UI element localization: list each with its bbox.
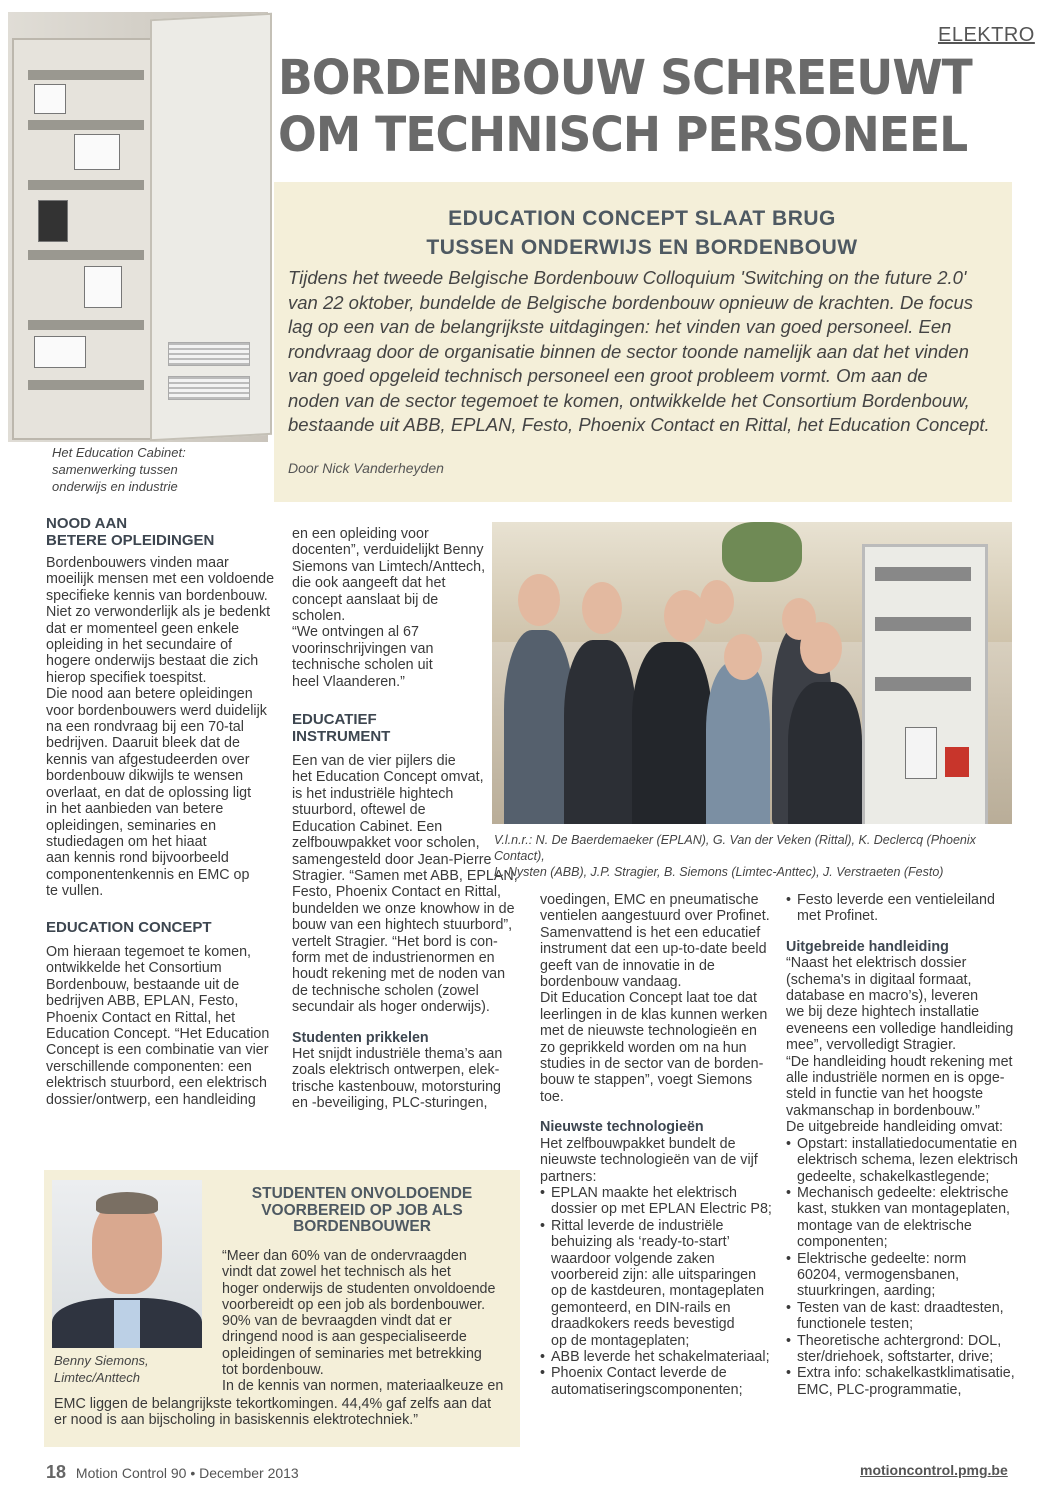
text-line: instrument dat een up-to-date beeld <box>540 941 767 958</box>
text-line: • Extra info: schakelkastklimatisatie, <box>797 1365 1015 1382</box>
text-line: Siemons van Limtech/Anttech, <box>292 558 486 575</box>
text-line: database en macro’s), leveren <box>786 988 979 1005</box>
paragraph <box>786 955 1018 1135</box>
text-line: overlaat, en dat de oplossing ligt <box>46 784 252 801</box>
text-line: bedrijven ABB, EPLAN, Festo, <box>46 993 239 1010</box>
person <box>632 642 712 824</box>
text-line: • Rittal leverde de industriële <box>551 1217 724 1234</box>
text-line: op de kastdeuren, montageplaten <box>551 1283 765 1300</box>
intro-line: van 22 oktober, bundelde de Belgische bordenbouw opnieuw de krachten. De focus <box>288 291 973 313</box>
text-line: vindt dat zowel het technisch als het <box>222 1264 451 1281</box>
text-line: partners: <box>540 1168 597 1185</box>
text-line: dossier/ontwerp, een handleiding <box>46 1091 256 1108</box>
text-line: Het zelfbouwpakket bundelt de <box>540 1135 736 1152</box>
cabinet-in-photo <box>862 544 988 824</box>
caption-line: V.l.n.r.: N. De Baerdemaeker (EPLAN), G. Van der Veken (Rittal), K. Declercq (Phoenix Contact), <box>494 833 976 863</box>
text-line: • Theoretische achtergrond: DOL, <box>797 1332 1002 1349</box>
din-rail <box>28 250 144 260</box>
intro-heading-line: EDUCATION CONCEPT SLAAT BRUG <box>448 207 836 230</box>
heading-line: STUDENTEN ONVOLDOENDE <box>251 1185 473 1202</box>
text-line: vakmanschap in bordenbouw.” <box>786 1102 980 1119</box>
text-line: samengesteld door Jean-Pierre <box>292 851 492 868</box>
text-line: Een van de vier pijlers die <box>292 753 456 770</box>
text-line: ster/driehoek, softstarter, drive; <box>797 1348 994 1365</box>
heading-line: BETERE OPLEIDINGEN <box>46 531 215 549</box>
caption-line: L. Nysten (ABB), J.P. Stragier, B. Siemons (Limtec-Anttec), J. Verstraeten (Festo) <box>494 865 944 879</box>
text-line: zelfbouwpakket voor scholen, <box>292 835 480 852</box>
din-rail <box>28 70 144 80</box>
intro-line: lag op een van de belangrijkste uitdagingen: het vinden van goed personeel. Een <box>288 316 952 337</box>
text-line: Niet zo verwonderlijk als je bedenkt <box>46 604 271 621</box>
component <box>84 266 122 308</box>
paragraph <box>292 526 522 690</box>
text-line: gedeelte, schakelkastlegende; <box>797 1168 990 1185</box>
text-line: • Phoenix Contact leverde de <box>551 1365 727 1382</box>
column-2 <box>292 526 522 1112</box>
person <box>564 640 636 824</box>
text-line: zoals elektrisch ontwerpen, elek- <box>292 1062 500 1079</box>
caption-line: Het Education Cabinet: <box>52 445 186 460</box>
text-line: bouw van een hightech stuurbord”, <box>292 917 513 934</box>
text-line: (schema's in digitaal formaat, <box>786 971 972 988</box>
text-line: er nood is aan bijscholing in basiskennis elektrotechniek.” <box>54 1412 418 1429</box>
text-line: • Testen van de kast: draadtesten, <box>797 1299 1004 1316</box>
heading-line: NOOD AAN <box>46 515 128 532</box>
text-line: “We ontvingen al 67 <box>292 624 419 641</box>
text-line: geeft van de innovatie in de <box>540 957 715 974</box>
list-item <box>797 1185 1018 1251</box>
text-line: met Profinet. <box>797 908 879 925</box>
text-line: elektrisch schema, lezen elektrisch <box>797 1152 1018 1169</box>
text-line: studies in de sector van de borden- <box>540 1056 764 1073</box>
text-line: “De handleiding houdt rekening met <box>786 1053 1013 1070</box>
text-line: “Meer dan 60% van de ondervraagden <box>222 1248 467 1264</box>
text-line: op de montageplaten; <box>551 1332 690 1349</box>
text-line: Education Concept. “Het Education <box>46 1026 270 1043</box>
paragraph <box>292 1046 522 1112</box>
text-line: dringend nood is aan gespecialiseerde <box>222 1329 467 1346</box>
portrait-caption <box>54 1352 204 1386</box>
text-line: en een opleiding voor <box>292 526 429 542</box>
subheading: Nieuwste technologieën <box>540 1119 704 1136</box>
article-title <box>278 50 1000 164</box>
caption-line: onderwijs en industrie <box>52 479 178 494</box>
text-line: waardoor volgende zaken <box>551 1250 715 1267</box>
text-line: alle industriële normen en is opge- <box>786 1070 1005 1087</box>
text-line: draadkokers reeds bevestigd <box>551 1316 735 1333</box>
din-rail <box>875 677 971 691</box>
text-line: vertelt Stragier. “Het bord is con- <box>292 933 498 950</box>
text-line: bordenbouw vandaag. <box>540 974 682 991</box>
intro-line: van goed opgeleid technisch personeel een groot probleem vormt. Om aan de <box>288 365 928 386</box>
din-rail <box>28 180 144 190</box>
cabinet-body <box>12 38 152 440</box>
page-number: 18 <box>46 1462 67 1482</box>
text-line: trische kastenbouw, motorsturing <box>292 1078 501 1095</box>
text-line: hierop specifiek toespitst. <box>46 669 207 686</box>
text-line: toe. <box>540 1088 564 1105</box>
text-line: opleidingen of seminaries met betrekking <box>222 1345 482 1362</box>
section-tag: ELEKTRO <box>938 24 1035 46</box>
text-line: voor bordenbouwers werd duidelijk <box>46 702 267 719</box>
text-line: opleiding in het secundaire of <box>46 637 232 654</box>
text-line: 90% van de bevraagden vindt dat er <box>222 1313 452 1330</box>
text-line: Het snijdt industriële thema’s aan <box>292 1045 503 1062</box>
text-line: tot bordenbouw. <box>222 1362 324 1379</box>
text-line: houdt rekening met de noden van <box>292 966 506 983</box>
text-line: Festo, Phoenix Contact en Rittal, <box>292 884 502 901</box>
din-rail <box>875 617 971 631</box>
component <box>945 747 969 777</box>
portrait-hair <box>96 1192 158 1214</box>
text-line: Om hieraan tegemoet te komen, <box>46 944 252 961</box>
text-line: In de kennis van normen, materiaalkeuze en <box>222 1378 504 1395</box>
text-line: kennis van afgestudeerden over <box>46 751 250 768</box>
text-line: eveneens een volledige handleiding <box>786 1020 1014 1037</box>
portrait-photo <box>52 1180 202 1348</box>
heading-line: VOORBEREID OP JOB ALS <box>261 1201 463 1219</box>
text-line: bedrijven. Daaruit bleek dat de <box>46 735 240 752</box>
text-line: studiedagen om het hiaat <box>46 833 207 850</box>
text-line: steld in functie van het hoogste <box>786 1086 984 1103</box>
group-photo-caption <box>494 832 1014 880</box>
list-item <box>797 1365 1018 1398</box>
text-line: scholen. <box>292 608 346 625</box>
subheading: Studenten prikkelen <box>292 1029 429 1046</box>
intro-line: bestaande uit ABB, EPLAN, Festo, Phoenix Contact en Rittal, het Education Concept. <box>288 414 990 435</box>
text-line: voedingen, EMC en pneumatische <box>540 892 759 908</box>
text-line: secundair als hoger onderwijs). <box>292 999 490 1016</box>
list-item <box>797 1300 1018 1333</box>
text-line: bouw te stappen”, voegt Siemons <box>540 1072 753 1089</box>
text-line: componenten; <box>797 1234 888 1251</box>
heading-line: INSTRUMENT <box>292 727 391 745</box>
quote-text <box>222 1248 512 1395</box>
text-line: te vullen. <box>46 883 104 900</box>
text-line: docenten”, verduidelijkt Benny <box>292 542 484 559</box>
text-line: • Opstart: installatiedocumentatie en <box>797 1135 1018 1152</box>
text-line: technische scholen uit <box>292 657 433 674</box>
caption-line: samenwerking tussen <box>52 462 178 477</box>
website-link[interactable]: motioncontrol.pmg.be <box>860 1462 1008 1478</box>
person-head <box>700 580 734 624</box>
list-item <box>551 1349 776 1365</box>
byline: Door Nick Vanderheyden <box>288 460 444 476</box>
text-line: elektrisch stuurbord, een elektrisch <box>46 1075 267 1092</box>
text-line: dossier op met EPLAN Electric P8; <box>551 1201 772 1218</box>
cabinet-caption <box>52 444 272 495</box>
paragraph <box>540 1136 776 1185</box>
heading-line: BORDENBOUWER <box>293 1218 431 1235</box>
text-line: Stragier. “Samen met ABB, EPLAN, <box>292 867 518 884</box>
list-item <box>797 1333 1018 1366</box>
text-line: Dit Education Concept laat toe dat <box>540 990 757 1007</box>
text-line: mee”, vervolledigt Stragier. <box>786 1037 957 1054</box>
text-line: • Elektrische gedeelte: norm <box>797 1250 967 1267</box>
text-line: concept aanslaat bij de <box>292 591 439 608</box>
text-line: aan kennis rond bijvoorbeeld <box>46 850 229 867</box>
text-line: Education Cabinet. Een <box>292 818 443 835</box>
text-line: functionele testen; <box>797 1316 914 1333</box>
list-item <box>551 1185 776 1218</box>
text-line: die ook aangeeft dat het <box>292 575 446 592</box>
component <box>905 727 937 779</box>
component <box>74 134 120 170</box>
text-line: dat er momenteel geen enkele <box>46 620 240 637</box>
text-line: • ABB leverde het schakelmateriaal; <box>551 1348 770 1365</box>
foliage <box>722 522 802 582</box>
section-heading <box>46 516 276 549</box>
paragraph <box>46 555 276 900</box>
cabinet-photo <box>8 12 268 442</box>
column-3 <box>540 892 776 1398</box>
text-line: heel Vlaanderen.” <box>292 673 405 690</box>
text-line: Phoenix Contact en Rittal, het <box>46 1009 236 1026</box>
text-line: opleidingen, seminaries en <box>46 817 217 834</box>
partner-list <box>540 1185 776 1398</box>
intro-heading-line: TUSSEN ONDERWIJS EN BORDENBOUW <box>426 236 858 259</box>
list-item <box>797 1251 1018 1300</box>
text-line: voorinschrijvingen van <box>292 640 434 657</box>
paragraph <box>46 944 276 1108</box>
text-line: moeilijk mensen met een voldoende <box>46 571 275 588</box>
text-line: automatiseringscomponenten; <box>551 1381 743 1398</box>
text-line: bundelden we onze knowhow in de <box>292 900 515 917</box>
component <box>34 84 66 114</box>
text-line: voorbereidt op een job als bordenbouwer. <box>222 1296 486 1313</box>
component <box>34 336 86 368</box>
person-head <box>800 622 842 674</box>
intro-line: Tijdens het tweede Belgische Bordenbouw Colloquium 'Switching on the future 2.0' <box>288 267 967 288</box>
text-line: 60204, vermogensbanen, <box>797 1266 960 1283</box>
heading-line: EDUCATIEF <box>292 711 377 729</box>
door-vent <box>168 376 250 400</box>
section-heading <box>292 712 522 745</box>
intro-line: noden van de sector tegemoet te komen, ontwikkelde het Consortium Bordenbouw, <box>288 389 970 411</box>
text-line: kast, stukken van montageplaten, <box>797 1201 1010 1218</box>
din-rail <box>28 320 144 330</box>
issue-label: Motion Control 90 • December 2013 <box>75 1465 299 1481</box>
intro-line: rondvraag door de organisatie binnen de sector toonde namelijk aan dat het vinden <box>288 340 969 362</box>
title-line-1: BORDENBOUW SCHREEUWT <box>278 50 972 106</box>
subheading: Uitgebreide handleiding <box>786 938 949 955</box>
din-rail <box>28 120 144 130</box>
text-line: verschillende componenten: een <box>46 1058 252 1075</box>
quote-text-wide <box>54 1396 514 1429</box>
din-rail <box>875 567 971 581</box>
text-line: na een rondvraag bij een 70-tal <box>46 719 244 736</box>
text-line: • Mechanisch gedeelte: elektrische <box>797 1184 1009 1201</box>
text-line: bordenbouw dikwijls te wensen <box>46 768 244 785</box>
text-line: specifieke kennis van bordenbouw. <box>46 587 268 604</box>
section-heading: EDUCATION CONCEPT <box>46 918 212 936</box>
group-photo <box>492 522 1012 824</box>
text-line: stuurbord, oftewel de <box>292 802 426 819</box>
column-1 <box>46 516 276 1108</box>
text-line: de technische scholen (zowel <box>292 982 479 999</box>
title-line-2: OM TECHNISCH PERSONEEL <box>278 107 968 163</box>
footer-issue <box>46 1462 299 1483</box>
quote-heading <box>222 1186 502 1236</box>
door-vent <box>168 342 250 366</box>
text-line: EMC liggen de belangrijkste tekortkomingen. 44,4% gaf zelfs aan dat <box>54 1396 492 1412</box>
text-line: stuurkringen, aarding; <box>797 1283 936 1300</box>
text-line: voorbereid zijn: alle uitsparingen <box>551 1266 757 1283</box>
text-line: hoger onderwijs de studenten onvoldoende <box>222 1280 496 1297</box>
intro-heading <box>286 204 998 262</box>
person <box>788 682 862 824</box>
person <box>706 662 770 824</box>
portrait-shirt <box>114 1300 140 1348</box>
intro-text <box>288 266 1006 438</box>
text-line: Concept is een combinatie van vier <box>46 1042 269 1059</box>
caption-line: Benny Siemons, <box>54 1353 149 1368</box>
text-line: De uitgebreide handleiding omvat: <box>786 1119 1003 1136</box>
text-line: en -beveiliging, PLC-sturingen, <box>292 1095 488 1112</box>
text-line: leerlingen in de klas kunnen werken <box>540 1006 768 1023</box>
text-line: in het aanbieden van betere <box>46 801 224 818</box>
component <box>38 200 68 242</box>
person-head <box>724 634 762 680</box>
text-line: • EPLAN maakte het elektrisch <box>551 1184 737 1201</box>
din-rail <box>28 380 144 390</box>
text-line: “Naast het elektrisch dossier <box>786 955 967 972</box>
text-line: hogere onderwijs bestaat die zich <box>46 653 259 670</box>
text-line: Bordenbouwers vinden maar <box>46 555 229 571</box>
text-line: met de nieuwste technologieën en <box>540 1023 757 1040</box>
text-line: zo geprikkeld worden om na hun <box>540 1039 747 1056</box>
person-head <box>582 582 622 634</box>
list-item <box>797 1136 1018 1185</box>
text-line: montage van de elektrische <box>797 1217 972 1234</box>
text-line: ontwikkelde het Consortium <box>46 960 222 977</box>
text-line: gemonteerd, en DIN-rails en <box>551 1299 731 1316</box>
list-item <box>797 892 1018 925</box>
text-line: componentenkennis en EMC op <box>46 866 250 883</box>
list-item <box>551 1365 776 1398</box>
list-item <box>551 1218 776 1349</box>
text-line: behuizing als ‘ready-to-start’ <box>551 1234 730 1251</box>
text-line: nieuwste technologieën van de vijf <box>540 1152 758 1169</box>
text-line: Die nood aan betere opleidingen <box>46 686 253 703</box>
manual-contents-list <box>786 1136 1018 1399</box>
text-line: ventielen aangestuurd over Profinet. <box>540 908 770 925</box>
paragraph <box>292 753 522 1016</box>
text-line: form met de industrienormen en <box>292 949 495 966</box>
text-line: Samenvattend is het een educatief <box>540 924 761 941</box>
person-head <box>518 574 560 626</box>
text-line: Bordenbouw, bestaande uit de <box>46 976 240 993</box>
paragraph <box>540 892 776 1105</box>
caption-line: Limtec/Anttech <box>54 1370 140 1385</box>
festo-list <box>786 892 1018 925</box>
text-line: • Festo leverde een ventieleiland <box>797 892 995 908</box>
text-line: we bij deze hightech installatie <box>786 1004 980 1021</box>
text-line: EMC, PLC-programmatie, <box>797 1381 962 1398</box>
text-line: het Education Concept omvat, <box>292 769 484 786</box>
text-line: is het industriële hightech <box>292 785 454 802</box>
column-4 <box>786 892 1018 1398</box>
